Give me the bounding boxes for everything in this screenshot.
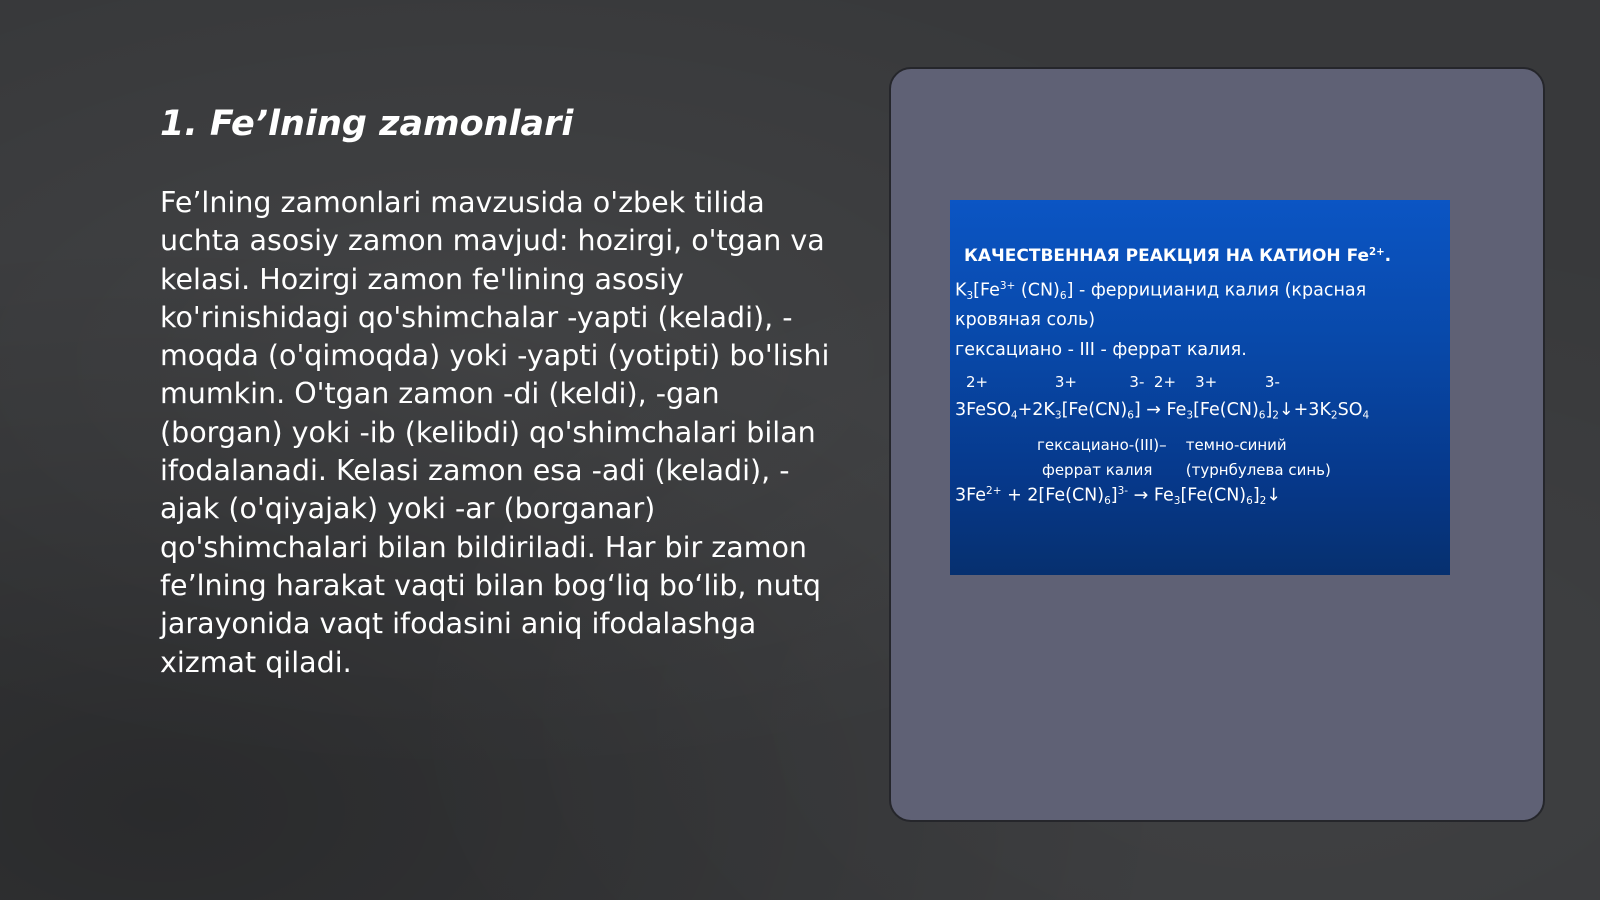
image-equation-2: $3Fe^{2+} + 2[Fe(CN)_6]^{3-}$ → $Fe_3[Fe(CN)_6]_2↓$ — [955, 485, 1281, 507]
image-line-1: $K_3[Fe^{3+}$ $(CN)_6$] - феррицианид калия (красная — [955, 280, 1367, 302]
chemistry-slide-image — [950, 200, 1450, 575]
image-line-2: кровяная соль) — [955, 310, 1096, 330]
image-equation-1: $3FeSO_4+2K_3[Fe(CN)_6]$ → $Fe_3[Fe(CN)_6]_2↓+3K_2SO_4$ — [955, 400, 1370, 422]
slide-title: 1. Fe’lning zamonlari — [160, 104, 574, 144]
image-heading: КАЧЕСТВЕННАЯ РЕАКЦИЯ НА КАТИОН $Fe^{2+}$. — [964, 246, 1392, 266]
image-line-3: гексациано - III - феррат калия. — [955, 340, 1247, 360]
image-label-row-1: гексациано-(III)– темно-синий — [1037, 436, 1287, 454]
slide-paragraph: Fe’lning zamonlari mavzusida o'zbek tilida uchta asosiy zamon mavjud: hozirgi, o'tgan va kelasi. Hozirgi zamon fe'lining asosiy ko'rinishidagi qo'shimchalar -yapti (keladi), -moqda (o'qimoqda) yoki -yapti (yotipti) bo'lishi mumkin. O'tgan zamon -di (keldi), -gan (borgan) yoki -ib (kelibdi) qo'shimchalari bilan ifodalanadi. Kelasi zamon esa -adi (keladi), -ajak (o'qiyajak) yoki -ar (borganar) qo'shimchalari bilan bildiriladi. Har bir zamon fe’lning harakat vaqti bilan bog‘liq bo‘lib, nutq jarayonida vaqt ifodasini aniq ifodalashga xizmat qiladi. — [160, 186, 830, 679]
image-label-row-2: феррат калия (турнбулева синь) — [1042, 461, 1331, 479]
image-charges: 2+ 3+ 3- 2+ 3+ 3- — [966, 373, 1280, 391]
